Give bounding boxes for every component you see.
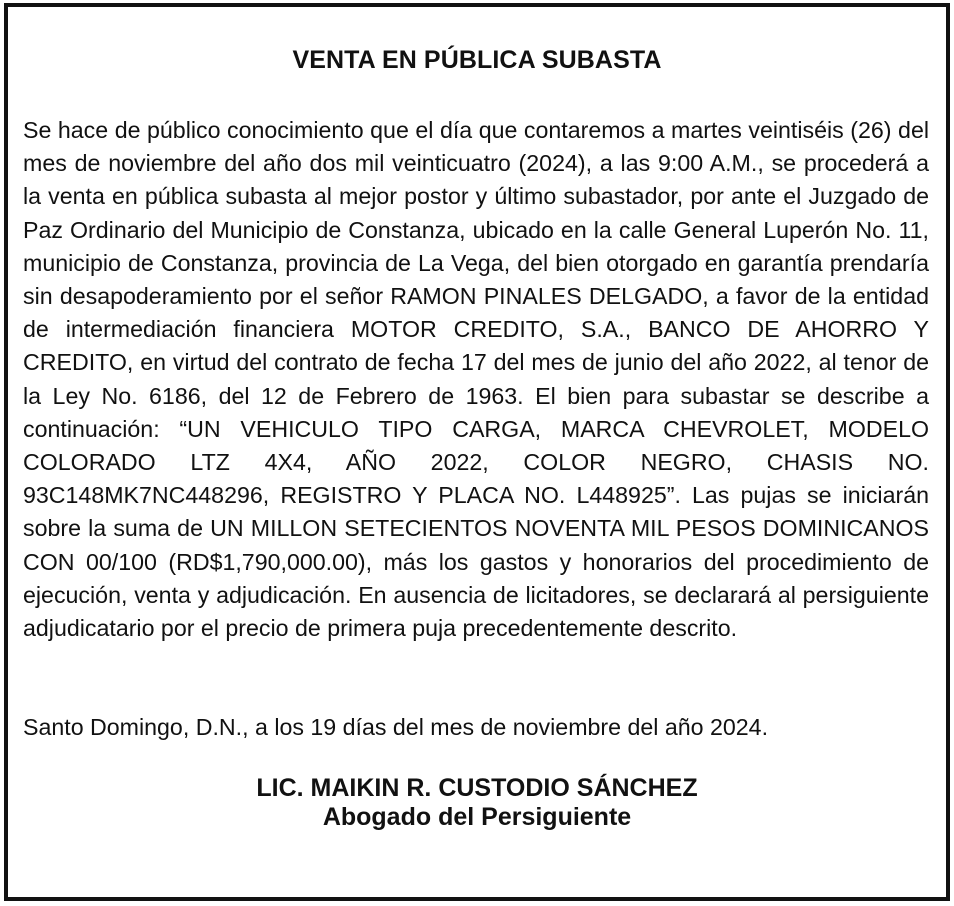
signatory-name: LIC. MAIKIN R. CUSTODIO SÁNCHEZ <box>256 774 698 802</box>
notice-body: Se hace de público conocimiento que el día que contaremos a martes veintiséis (26) del mes de noviembre del año dos mil veinticuatro (2024), a las 9:00 A.M., se procederá a la venta en pública subasta al mejor postor y último subastador, por ante el Juzgado de Paz Ordinario del Municipio de Constanza, ubicado en la calle General Luperón No. 11, municipio de Constanza, provincia de La Vega, del bien otorgado en garantía prendaría sin desapoderamiento por el señor RAMON PINALES DELGADO, a favor de la entidad de intermediación financiera MOTOR CREDITO, S.A., BANCO DE AHORRO Y CREDITO, en virtud del contrato de fecha 17 del mes de junio del año 2022, al tenor de la Ley No. 6186, del 12 de Febrero de 1963. El bien para subastar se describe a continuación: “UN VEHICULO TIPO CARGA, MARCA CHEVROLET, MODELO COLORADO LTZ 4X4, AÑO 2022, COLOR NEGRO, CHASIS NO. 93C148MK7NC448296, REGISTRO Y PLACA NO. L448925”. Las pujas se iniciarán sobre la suma de UN MILLON SETECIENTOS NOVENTA MIL PESOS DOMINICANOS CON 00/100 (RD$1,790,000.00), más los gastos y honorarios del procedimiento de ejecución, venta y adjudicación. En ausencia de licitadores, se declarará al persiguiente adjudicatario por el precio de primera puja precedentemente descrito. <box>23 117 929 642</box>
legal-notice <box>4 3 950 901</box>
notice-title: VENTA EN PÚBLICA SUBASTA <box>292 46 662 74</box>
signatory-role: Abogado del Persiguiente <box>322 803 632 831</box>
notice-place-date: Santo Domingo, D.N., a los 19 días del mes de noviembre del año 2024. <box>23 714 769 740</box>
signature-block <box>8 774 946 832</box>
